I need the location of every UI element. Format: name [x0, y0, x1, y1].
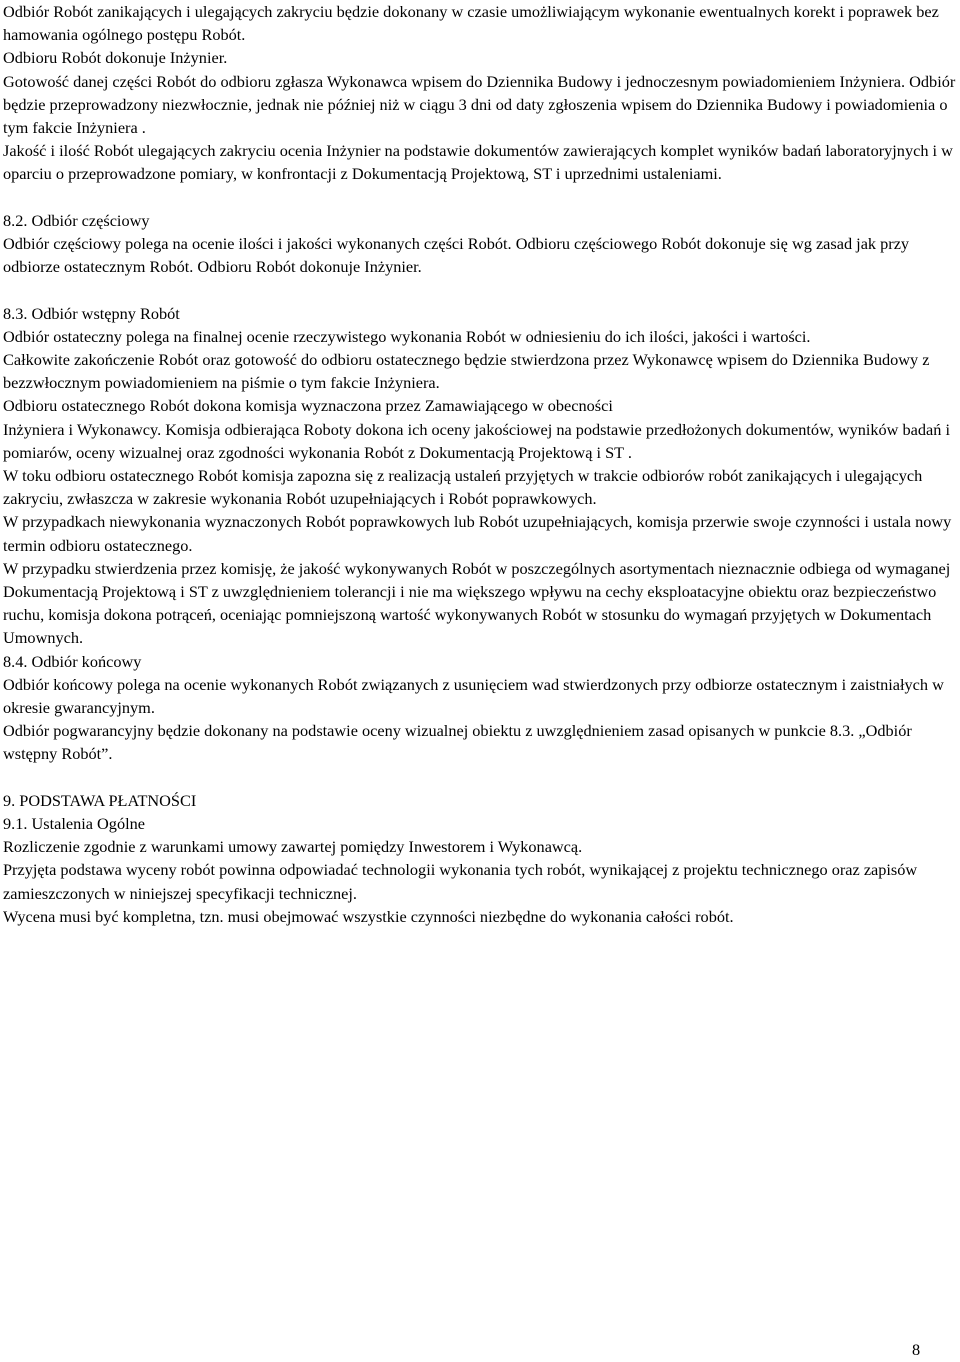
- section-8-3-paragraph-6: W przypadkach niewykonania wyznaczonych Robót poprawkowych lub Robót uzupełniających, komisja przerwie swoje czynności i ustala nowy termin odbioru ostatecznego.: [3, 512, 952, 555]
- spacer: [3, 186, 960, 209]
- spacer: [3, 278, 960, 301]
- section-8-3-paragraph-3: Odbioru ostatecznego Robót dokona komisja wyznaczona przez Zamawiającego w obecności: [3, 396, 613, 416]
- section-heading-9-1: 9.1. Ustalenia Ogólne: [3, 814, 145, 834]
- section-8-3-paragraph-2: Całkowite zakończenie Robót oraz gotowość do odbioru ostatecznego będzie stwierdzona przez Wykonawcę wpisem do Dziennika Budowy z bezzwłocznym powiadomieniem na piśmie o tym fakcie Inżyniera.: [3, 350, 930, 393]
- section-8-2-paragraph-1: Odbiór częściowy polega na ocenie ilości i jakości wykonanych części Robót. Odbioru częściowego Robót dokonuje się wg zasad jak przy odbiorze ostatecznym Robót. Odbioru Robót dokonuje Inżynier.: [3, 234, 910, 277]
- page-number: 8: [912, 1340, 921, 1359]
- section-8-3-paragraph-5: W toku odbioru ostatecznego Robót komisja zapozna się z realizacją ustaleń przyjętych w trakcie odbiorów robót zanikających i ulegających zakryciu, zwłaszcza w zakresie wykonania Robót uzupełniających i Robót poprawkowych.: [3, 466, 923, 509]
- section-heading-9: 9. PODSTAWA PŁATNOŚCI: [3, 790, 197, 810]
- section-8-3-paragraph-7: W przypadku stwierdzenia przez komisję, że jakość wykonywanych Robót w poszczególnych asortymentach nieznacznie odbiega od wymaganej Dokumentacją Projektową i ST z uwzględnieniem tolerancji i nie ma większego wpływu na cechy eksploatacyjne obiektu oraz bezpieczeństwo ruchu, komisja dokona potrąceń, oceniając pomniejszoną wartość wykonywanych Robót w stosunku do wymagań przyjętych w Dokumentach Umownych.: [3, 558, 951, 648]
- section-8-3-paragraph-1: Odbiór ostateczny polega na finalnej ocenie rzeczywistego wykonania Robót w odniesieniu do ich ilości, jakości i wartości.: [3, 326, 811, 346]
- intro-paragraph-1: Odbiór Robót zanikających i ulegających zakryciu będzie dokonany w czasie umożliwiającym wykonanie ewentualnych korekt i poprawek bez hamowania ogólnego postępu Robót.: [3, 2, 939, 45]
- section-8-2: [3, 209, 960, 279]
- section-heading-8-4: 8.4. Odbiór końcowy: [3, 651, 142, 671]
- section-intro: [3, 0, 960, 186]
- spacer: [3, 766, 960, 789]
- section-8-4: [3, 650, 960, 766]
- section-8-4-paragraph-1: Odbiór końcowy polega na ocenie wykonanych Robót związanych z usunięciem wad stwierdzonych przy odbiorze ostatecznym i zaistniałych w okresie gwarancyjnym.: [3, 674, 944, 718]
- section-9: [3, 789, 960, 928]
- section-9-paragraph-2: Przyjęta podstawa wyceny robót powinna odpowiadać technologii wykonania tych robót, wynikającej z projektu technicznego oraz zapisów zamieszczonych w niniejszej specyfikacji technicznej.: [3, 860, 918, 903]
- section-9-paragraph-1: Rozliczenie zgodnie z warunkami umowy zawartej pomiędzy Inwestorem i Wykonawcą.: [3, 837, 583, 857]
- section-8-3: [3, 302, 960, 650]
- section-heading-8-3: 8.3. Odbiór wstępny Robót: [3, 303, 180, 323]
- section-8-4-paragraph-2: Odbiór pogwarancyjny będzie dokonany na podstawie oceny wizualnej obiektu z uwzględnieniem zasad opisanych w punkcie 8.3. „Odbiór wstępny Robót”.: [3, 721, 912, 764]
- section-9-paragraph-3: Wycena musi być kompletna, tzn. musi obejmować wszystkie czynności niezbędne do wykonania całości robót.: [3, 906, 734, 926]
- intro-paragraph-3: Gotowość danej części Robót do odbioru zgłasza Wykonawca wpisem do Dziennika Budowy i jednoczesnym powiadomieniem Inżyniera. Odbiór będzie przeprowadzony niezwłocznie, jednak nie później niż w ciągu 3 dni od daty zgłoszenia wpisem do Dziennika Budowy i powiadomienia o tym fakcie Inżyniera .: [3, 71, 956, 138]
- section-8-3-paragraph-4: Inżyniera i Wykonawcy. Komisja odbierająca Roboty dokona ich oceny jakościowej na podstawie przedłożonych dokumentów, wyników badań i pomiarów, oceny wizualnej oraz zgodności wykonania Robót z Dokumentacją Projektową i ST .: [3, 419, 950, 462]
- section-heading-8-2: 8.2. Odbiór częściowy: [3, 210, 150, 230]
- intro-paragraph-4: Jakość i ilość Robót ulegających zakryciu ocenia Inżynier na podstawie dokumentów zawierających komplet wyników badań laboratoryjnych i w oparciu o przeprowadzone pomiary, w konfrontacji z Dokumentacją Projektową, ST i uprzednimi ustaleniami.: [3, 141, 953, 184]
- document-page: [3, 0, 960, 928]
- intro-paragraph-2: Odbioru Robót dokonuje Inżynier.: [3, 48, 228, 68]
